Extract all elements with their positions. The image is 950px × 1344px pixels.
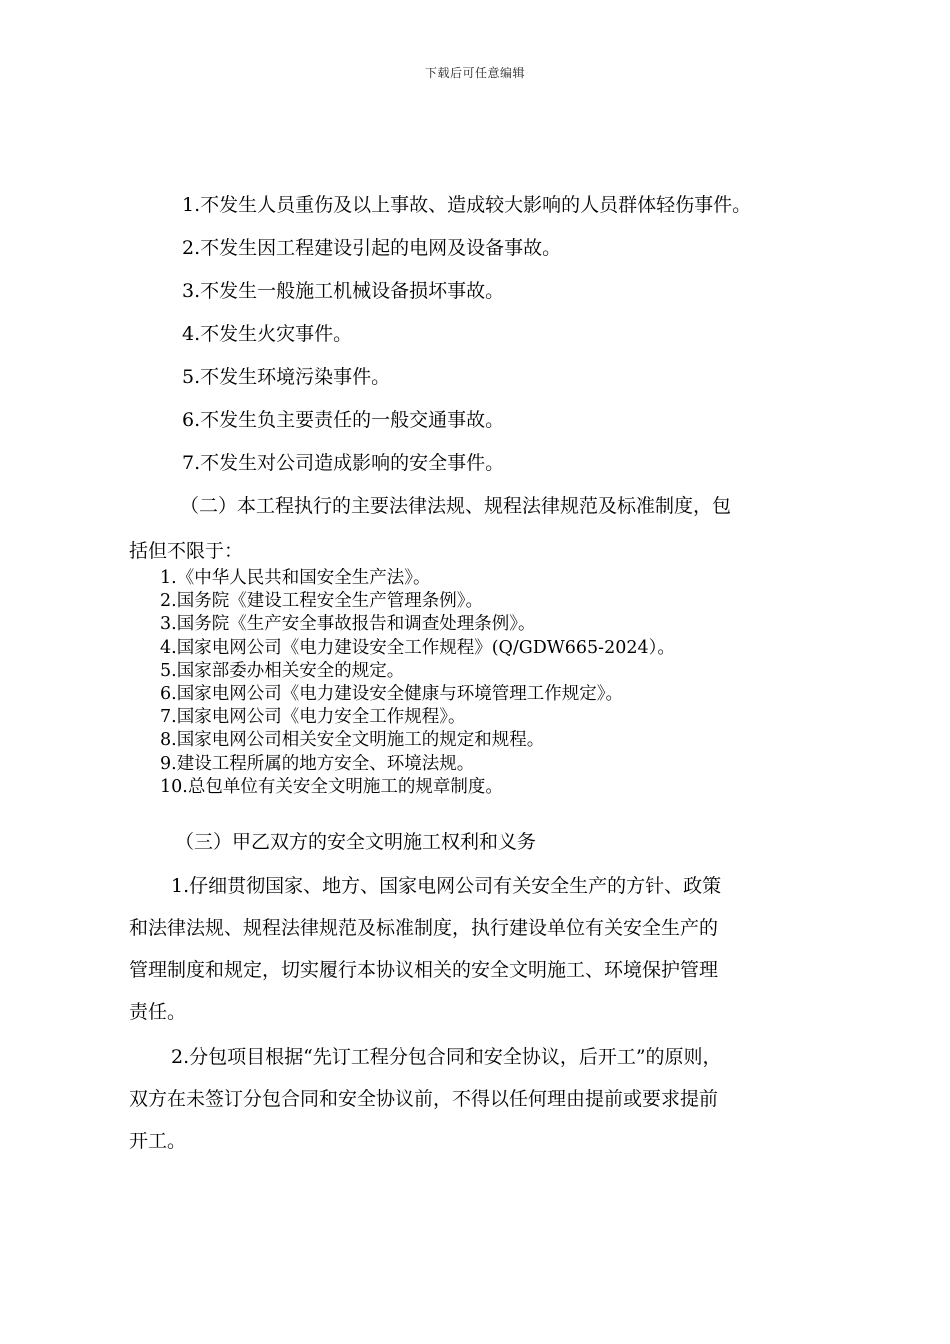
- page-header-watermark: 下载后可任意编辑: [424, 66, 525, 80]
- regulation-item-10: 10.总包单位有关安全文明施工的规章制度。: [160, 776, 503, 797]
- regulation-item-4: 4.国家电网公司《电力建设安全工作规程》(Q/GDW665-2024）。: [160, 637, 675, 658]
- obligation-paragraph-2: [129, 1036, 835, 1162]
- goal-item-4: 4.不发生火灾事件。: [182, 323, 353, 345]
- section-2-heading: （二）本工程执行的主要法律法规、规程法律规范及标准制度，包: [180, 495, 732, 517]
- regulation-item-3: 3.国务院《生产安全事故报告和调查处理条例》。: [160, 614, 536, 635]
- section-2-heading-continuation: 括但不限于：: [129, 540, 244, 562]
- paragraph-2-line-1: 2.分包项目根据“先订工程分包合同和安全协议，后开工”的原则，: [171, 1046, 722, 1068]
- regulations-list: [160, 567, 675, 799]
- regulation-item-8: 8.国家电网公司相关安全文明施工的规定和规程。: [160, 730, 545, 751]
- goal-item-5: 5.不发生环境污染事件。: [182, 366, 391, 388]
- paragraph-1-line-1: 1.仔细贯彻国家、地方、国家电网公司有关安全生产的方针、政策: [171, 875, 722, 897]
- regulation-item-9: 9.建设工程所属的地方安全、环境法规。: [160, 753, 475, 774]
- regulation-item-1: 1.《中华人民共和国安全生产法》。: [160, 568, 431, 588]
- section-3-heading: （三）甲乙双方的安全文明施工权利和义务: [175, 831, 537, 853]
- goal-item-7: 7.不发生对公司造成影响的安全事件。: [182, 452, 505, 474]
- paragraph-1-line-3: 管理制度和规定，切实履行本协议相关的安全文明施工、环境保护管理: [129, 959, 719, 981]
- paragraph-2-line-2: 双方在未签订分包合同和安全协议前，不得以任何理由提前或要求提前: [129, 1088, 719, 1110]
- paragraph-1-line-2: 和法律法规、规程法律规范及标准制度，执行建设单位有关安全生产的: [129, 917, 719, 939]
- goal-item-2: 2.不发生因工程建设引起的电网及设备事故。: [182, 237, 562, 259]
- regulation-item-2: 2.国务院《建设工程安全生产管理条例》。: [160, 591, 483, 612]
- paragraph-1-line-4: 责任。: [129, 1001, 187, 1023]
- obligation-paragraph-1: [129, 865, 835, 1033]
- paragraph-2-line-3: 开工。: [129, 1130, 187, 1152]
- goal-item-1: 1.不发生人员重伤及以上事故、造成较大影响的人员群体轻伤事件。: [182, 194, 752, 216]
- regulation-item-5: 5.国家部委办相关安全的规定。: [160, 660, 405, 681]
- regulation-item-7: 7.国家电网公司《电力安全工作规程》。: [160, 707, 466, 728]
- goal-item-3: 3.不发生一般施工机械设备损坏事故。: [182, 280, 505, 302]
- regulation-item-6: 6.国家电网公司《电力建设安全健康与环境管理工作规定》。: [160, 684, 623, 705]
- goal-item-6: 6.不发生负主要责任的一般交通事故。: [182, 409, 505, 431]
